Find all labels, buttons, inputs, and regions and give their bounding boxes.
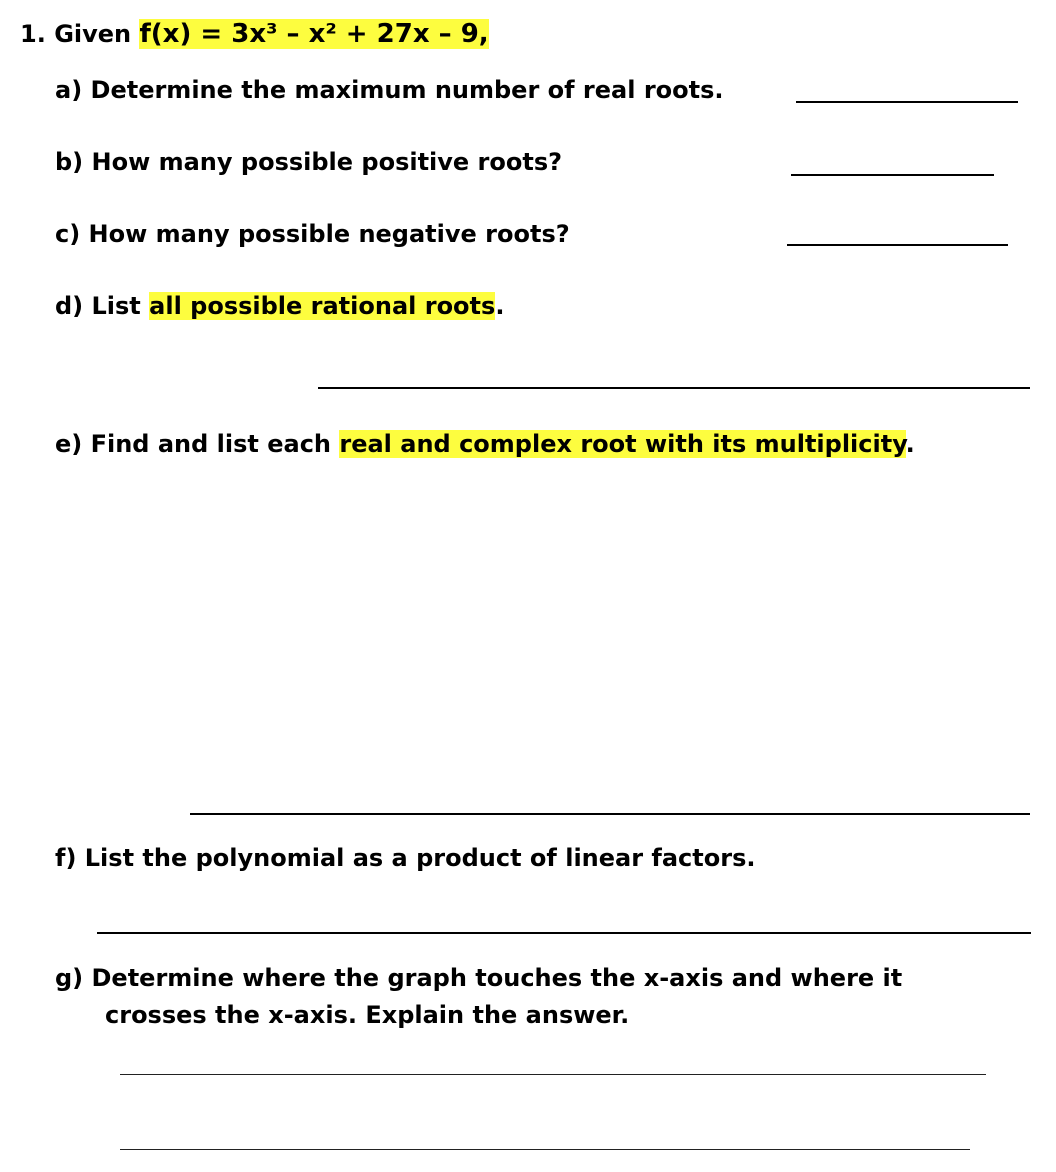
answer-line-d[interactable] [318, 387, 1030, 389]
question-d-label: d) List [55, 292, 141, 320]
answer-line-b[interactable] [791, 174, 994, 176]
question-d-highlight: all possible rational roots [149, 292, 496, 320]
question-e-highlight: real and complex root with its multiplicity [339, 430, 906, 458]
answer-line-c[interactable] [787, 244, 1008, 246]
question-f: f) List the polynomial as a product of linear factors. [55, 844, 756, 872]
problem-header [20, 17, 489, 51]
question-a: a) Determine the maximum number of real roots. [55, 76, 724, 104]
answer-line-e[interactable] [190, 813, 1030, 815]
question-e-end: . [905, 430, 915, 458]
answer-line-f[interactable] [97, 932, 1031, 934]
answer-line-g2[interactable] [120, 1149, 970, 1150]
question-d [55, 289, 504, 323]
question-b: b) How many possible positive roots? [55, 148, 563, 176]
given-label: Given [54, 20, 132, 48]
question-e [55, 427, 915, 461]
question-g-line2: crosses the x-axis. Explain the answer. [105, 1001, 630, 1029]
function-expression [139, 19, 488, 49]
function-name: f(x) [139, 19, 192, 49]
answer-line-g1[interactable] [120, 1074, 986, 1075]
question-g-line1: g) Determine where the graph touches the x-axis and where it [55, 964, 903, 992]
question-c: c) How many possible negative roots? [55, 220, 570, 248]
function-body: = 3x³ – x² + 27x – 9, [200, 19, 489, 49]
question-d-end: . [495, 292, 505, 320]
question-e-label: e) Find and list each [55, 430, 332, 458]
problem-number: 1. [20, 20, 46, 48]
answer-line-a[interactable] [796, 101, 1018, 103]
